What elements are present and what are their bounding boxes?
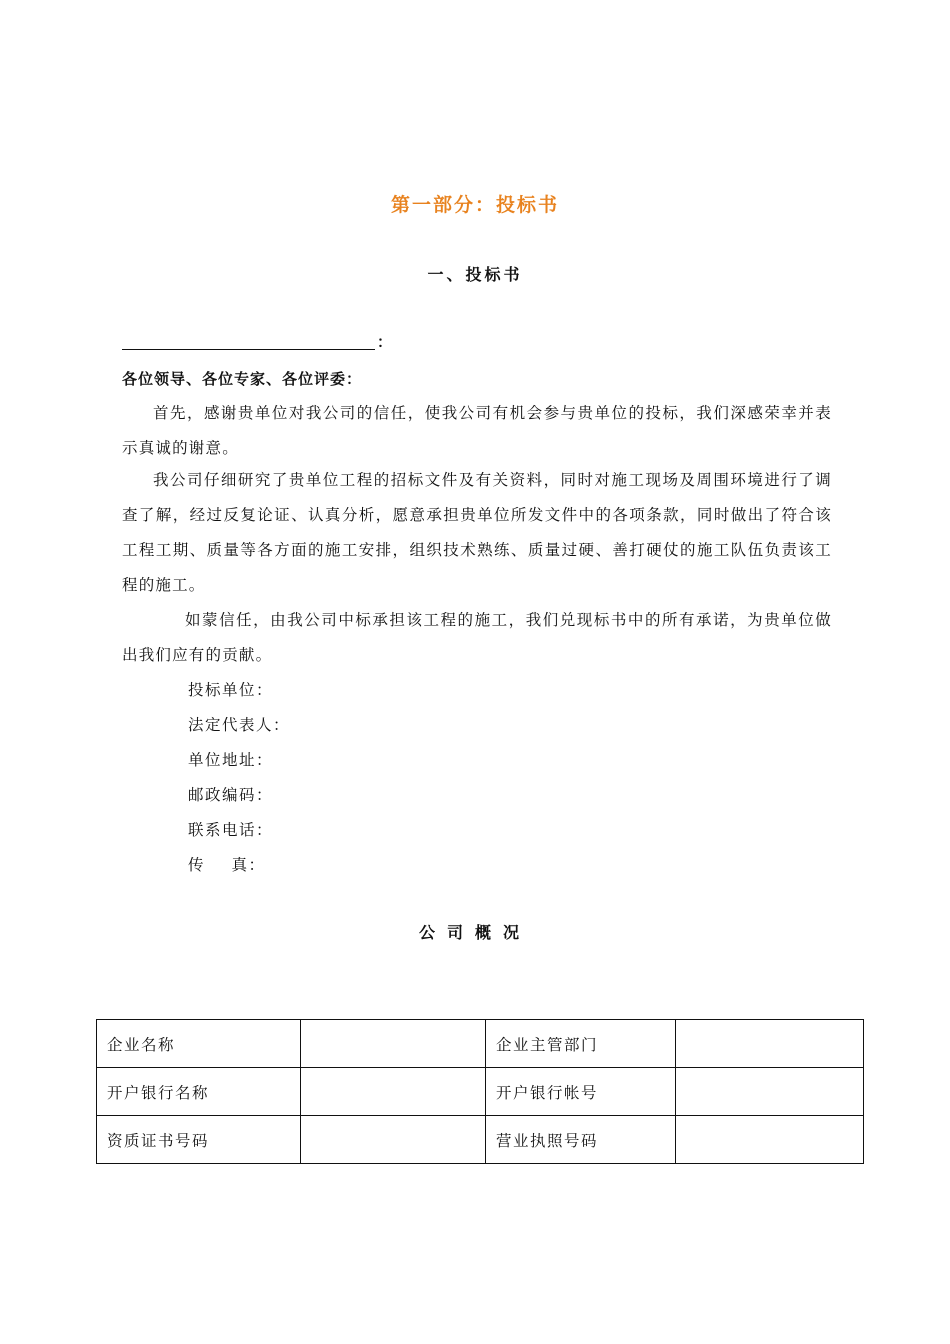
field-fax-label-b: 真：	[231, 856, 266, 874]
salutation: 各位领导、各位专家、各位评委：	[122, 370, 363, 388]
field-fax	[188, 848, 290, 883]
table-cell: 开户银行名称	[97, 1068, 301, 1116]
table-cell	[676, 1068, 864, 1116]
table-row	[97, 1068, 864, 1116]
paragraph-2: 我公司仔细研究了贵单位工程的招标文件及有关资料，同时对施工现场及周围环境进行了调查了解，经过反复论证、认真分析，愿意承担贵单位所发文件中的各项条款，同时做出了符合该工程工期、质量等各方面的施工安排，组织技术熟练、质量过硬、善打硬仗的施工队伍负责该工程的施工。	[122, 471, 832, 594]
field-legal-rep: 法定代表人：	[188, 716, 291, 734]
section-title: 一、投标书	[427, 265, 523, 284]
table-cell: 开户银行帐号	[485, 1068, 676, 1116]
addressee-line	[122, 335, 392, 350]
field-address: 单位地址：	[188, 751, 274, 769]
table-row	[97, 1020, 864, 1068]
table-cell: 企业主管部门	[485, 1020, 676, 1068]
table-row	[97, 1116, 864, 1164]
bidder-info-fields	[188, 673, 290, 883]
table-cell	[676, 1020, 864, 1068]
field-postal-code: 邮政编码：	[188, 786, 274, 804]
paragraph-1: 首先，感谢贵单位对我公司的信任，使我公司有机会参与贵单位的投标，我们深感荣幸并表示真诚的谢意。	[122, 404, 832, 457]
addressee-colon: ：	[377, 333, 393, 351]
field-phone: 联系电话：	[188, 821, 274, 839]
table-cell	[301, 1068, 485, 1116]
part-title: 第一部分：投标书	[390, 194, 559, 216]
table-cell	[301, 1116, 485, 1164]
table-cell: 营业执照号码	[485, 1116, 676, 1164]
company-info-table	[96, 1019, 864, 1164]
table-cell	[301, 1020, 485, 1068]
paragraph-3: 如蒙信任，由我公司中标承担该工程的施工，我们兑现标书中的所有承诺，为贵单位做出我们应有的贡献。	[122, 611, 832, 664]
table-cell: 企业名称	[97, 1020, 301, 1068]
table-cell	[676, 1116, 864, 1164]
field-bidder: 投标单位：	[188, 681, 274, 699]
table-cell: 资质证书号码	[97, 1116, 301, 1164]
addressee-blank	[122, 335, 375, 350]
field-fax-label-a: 传	[188, 856, 218, 874]
company-overview-title: 公司概况	[418, 923, 531, 942]
